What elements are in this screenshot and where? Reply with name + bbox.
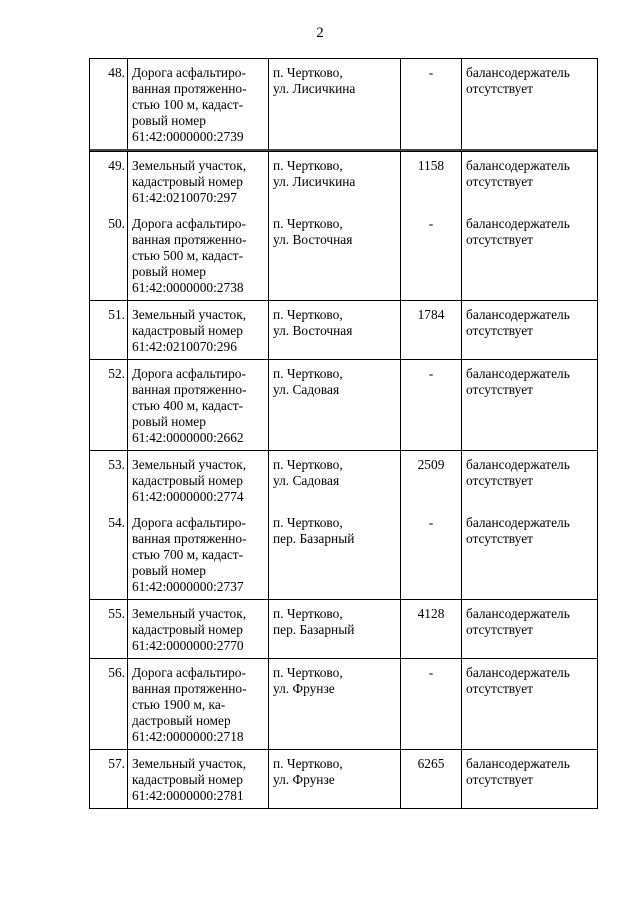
object-area: 2509 [417,457,445,472]
object-description: Дорога асфальтиро- ванная протяженно- стью 700 м, кадаст- ровый номер 61:42:0000000:2737 [132,515,247,594]
object-description-cell [128,750,269,808]
object-description: Земельный участок, кадастровый номер 61:42:0000000:2770 [132,606,247,653]
object-area-cell [401,360,462,450]
object-description-cell [128,152,269,300]
item-number-cell [90,451,128,599]
item-number-cell [90,659,128,749]
table-block [89,151,598,301]
balance-holder: балансодержатель отсутствует [466,158,570,189]
balance-holder-cell [462,59,599,149]
balance-holder-cell [462,451,599,599]
object-area-cell [401,152,462,300]
object-description-cell [128,451,269,599]
object-area: - [428,65,434,80]
table-block [89,360,598,451]
object-address: п. Чертково, пер. Базарный [273,606,355,637]
object-address-cell [269,152,401,300]
object-description: Земельный участок, кадастровый номер 61:42:0000000:2774 [132,457,247,504]
object-area-cell [401,659,462,749]
item-number: 53. [108,457,125,472]
object-address: п. Чертково, ул. Садовая [273,457,343,488]
object-area-cell [401,750,462,808]
object-description-cell [128,59,269,149]
item-number: 57. [108,756,125,771]
item-number: 52. [108,366,125,381]
object-description: Земельный участок, кадастровый номер 61:42:0000000:2781 [132,756,247,803]
table-block [89,451,598,600]
object-area: 1784 [417,307,445,322]
property-registry-table [89,58,598,809]
balance-holder-cell [462,301,599,359]
balance-holder-cell [462,152,599,300]
table-block [89,750,598,809]
balance-holder: балансодержатель отсутствует [466,515,570,546]
object-area-cell [401,451,462,599]
object-description: Дорога асфальтиро- ванная протяженно- стью 500 м, кадаст- ровый номер 61:42:0000000:2738 [132,216,247,295]
balance-holder-cell [462,750,599,808]
balance-holder: балансодержатель отсутствует [466,756,570,787]
object-address-cell [269,59,401,149]
object-area: 4128 [417,606,445,621]
object-address: п. Чертково, ул. Восточная [273,307,353,338]
table-block [89,600,598,659]
object-description-cell [128,360,269,450]
object-description: Дорога асфальтиро- ванная протяженно- стью 400 м, кадаст- ровый номер 61:42:0000000:2662 [132,366,247,445]
item-number-cell [90,600,128,658]
item-number: 55. [108,606,125,621]
item-number: 48. [108,65,125,80]
object-description: Земельный участок, кадастровый номер 61:42:0210070:296 [132,307,247,354]
item-number-cell [90,750,128,808]
item-number: 54. [108,515,125,530]
object-address-cell [269,600,401,658]
item-number-cell [90,360,128,450]
object-description-cell [128,659,269,749]
object-address: п. Чертково, ул. Лисичкина [273,65,356,96]
object-area-cell [401,301,462,359]
item-number-cell [90,59,128,149]
balance-holder: балансодержатель отсутствует [466,366,570,397]
object-description: Дорога асфальтиро- ванная протяженно- стью 1900 м, ка- дастровый номер 61:42:0000000:2718 [132,665,247,744]
object-address: п. Чертково, ул. Фрунзе [273,665,343,696]
object-area: - [428,366,434,381]
item-number: 51. [108,307,125,322]
object-area: 1158 [417,158,445,173]
item-number: 50. [108,216,125,231]
object-area: - [428,665,434,680]
page-number: 2 [316,25,324,41]
balance-holder: балансодержатель отсутствует [466,606,570,637]
balance-holder: балансодержатель отсутствует [466,65,570,96]
balance-holder-cell [462,360,599,450]
object-address-cell [269,750,401,808]
object-description-cell [128,600,269,658]
table-block [89,58,598,151]
object-address: п. Чертково, ул. Садовая [273,366,343,397]
object-address-cell [269,360,401,450]
object-address: п. Чертково, ул. Фрунзе [273,756,343,787]
object-description-cell [128,301,269,359]
object-area-cell [401,600,462,658]
object-area: - [428,515,434,530]
balance-holder: балансодержатель отсутствует [466,307,570,338]
item-number: 49. [108,158,125,173]
table-block [89,659,598,750]
object-address-cell [269,451,401,599]
object-address-cell [269,659,401,749]
object-description: Земельный участок, кадастровый номер 61:42:0210070:297 [132,158,247,205]
object-address: п. Чертково, ул. Лисичкина [273,158,356,189]
object-area: - [428,216,434,231]
balance-holder-cell [462,659,599,749]
object-area: 6265 [417,756,445,771]
object-address: п. Чертково, пер. Базарный [273,515,355,546]
balance-holder: балансодержатель отсутствует [466,665,570,696]
item-number: 56. [108,665,125,680]
balance-holder-cell [462,600,599,658]
item-number-cell [90,301,128,359]
object-area-cell [401,59,462,149]
item-number-cell [90,152,128,300]
object-address: п. Чертково, ул. Восточная [273,216,353,247]
object-address-cell [269,301,401,359]
balance-holder: балансодержатель отсутствует [466,457,570,488]
balance-holder: балансодержатель отсутствует [466,216,570,247]
table-block [89,301,598,360]
object-description: Дорога асфальтиро- ванная протяженно- стью 100 м, кадаст- ровый номер 61:42:0000000:2739 [132,65,247,144]
